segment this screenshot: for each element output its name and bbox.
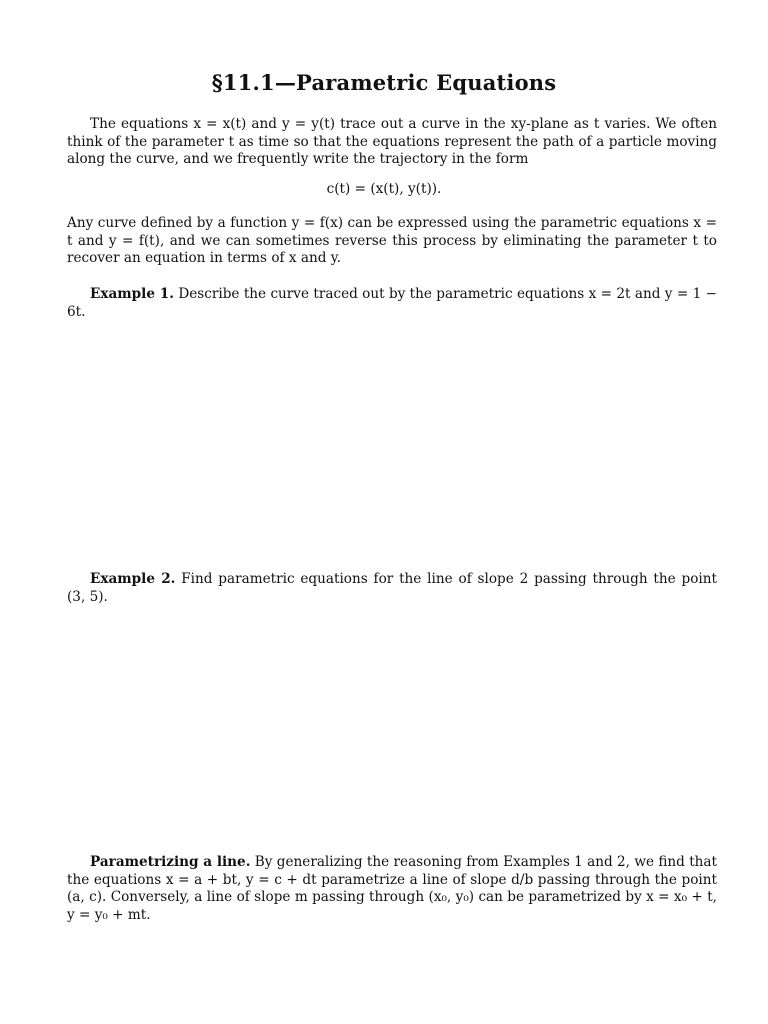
parametrizing-line-text: By generalizing the reasoning from Examples 1 and 2, we find that the equations x = a + bt, y = c + dt parametrize a line of slope d/b passing through the point (a, c). Conversely, a line of slope m passing through (x₀, y₀) can be parametrized by x = x₀ + t, y = y₀ + mt. (67, 854, 717, 923)
example-2-text: Find parametric equations for the line of slope 2 passing through the point (3, 5). (67, 571, 717, 605)
example-2-label: Example 2. (90, 571, 176, 587)
function-paragraph: Any curve defined by a function y = f(x) can be expressed using the parametric equations x = t and y = f(t), and we can sometimes reverse this process by eliminating the parameter t to recover an equation in terms of x and y. (67, 215, 717, 267)
example-2 (67, 571, 717, 606)
parametrizing-line-paragraph (67, 854, 717, 924)
intro-paragraph: The equations x = x(t) and y = y(t) trace out a curve in the xy-plane as t varies. We often think of the parameter t as time so that the equations represent the path of a particle moving along the curve, and we frequently write the trajectory in the form (67, 116, 717, 168)
example-1-label: Example 1. (90, 286, 174, 302)
example-1-text: Describe the curve traced out by the parametric equations x = 2t and y = 1 − 6t. (67, 286, 718, 320)
example-1 (67, 286, 717, 321)
parametrizing-line-label: Parametrizing a line. (90, 854, 251, 870)
trajectory-equation: c(t) = (x(t), y(t)). (326, 181, 442, 197)
section-title: §11.1—Parametric Equations (211, 70, 557, 95)
